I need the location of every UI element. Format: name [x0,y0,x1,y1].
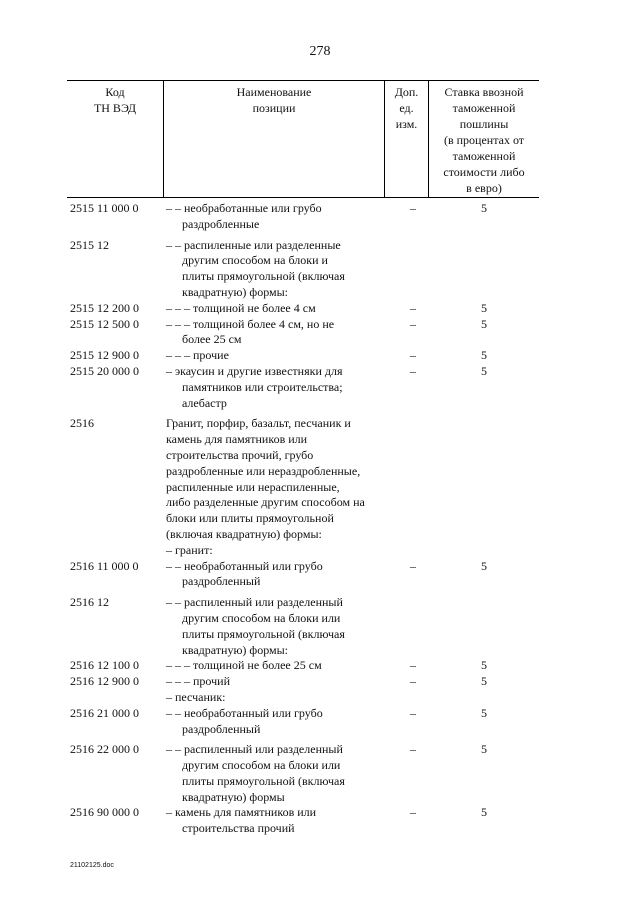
table-row [70,674,540,706]
table-row [70,706,540,738]
header-rate [429,84,539,196]
row-code: 2516 21 000 0 [70,705,139,720]
header-line: пошлины [459,117,509,131]
description-line: – песчаник: [166,689,226,704]
description-line: плиты прямоугольной (включая [182,269,345,284]
description-line: раздробленные или нераздробленные, [166,463,361,478]
row-description [166,595,388,658]
row-rate: 5 [481,316,487,331]
description-line: (включая квадратную) формы: [166,526,322,541]
header-line: таможенной [452,101,516,115]
header-name [164,84,384,116]
row-description [166,805,388,837]
description-line: другим способом на блоки и [182,253,328,268]
row-rate: 5 [481,805,487,820]
description-line: либо разделенные другим способом на [166,495,365,510]
table-row [70,201,540,233]
row-description [166,658,388,674]
tariff-table-body [70,201,540,837]
row-code: 2515 12 [70,237,109,252]
row-unit [388,595,438,658]
header-code [67,84,163,116]
header-line: стоимости либо [443,165,525,179]
row-code: 2515 11 000 0 [70,201,139,215]
description-line: – – – толщиной не более 25 см [166,658,322,673]
row-unit: – [410,558,416,573]
table-row [70,238,540,301]
description-line: – – распиленный или разделенный [166,742,343,757]
description-line: – – – толщиной более 4 см, но не [166,316,335,331]
description-line: алебастр [182,395,227,410]
row-code: 2516 [70,416,94,431]
row-description [166,238,388,301]
row-code: 2515 12 900 0 [70,348,139,363]
row-code: 2516 12 900 0 [70,674,139,689]
document-filename: 21102125.doc [70,862,114,869]
row-code: 2516 90 000 0 [70,805,139,820]
header-line: (в процентах от [443,133,525,147]
table-row [70,559,540,591]
description-line: плиты прямоугольной (включая [182,626,345,641]
row-unit [388,416,438,558]
description-line: плиты прямоугольной (включая [182,773,345,788]
table-row [70,364,540,411]
row-description [166,364,388,411]
page-number: 278 [309,44,331,59]
row-code: 2515 20 000 0 [70,363,139,378]
description-line: квадратную) формы: [182,642,288,657]
header-line: изм. [395,117,418,131]
description-line: памятников или строительства; [182,379,343,394]
row-code: 2516 11 000 0 [70,558,139,573]
row-unit: – [410,348,416,363]
description-line: другим способом на блоки или [182,758,341,773]
table-row [70,595,540,658]
row-rate: 5 [481,705,487,720]
description-line: – – – прочий [166,674,230,689]
description-line: распиленные или нераспиленные, [166,479,340,494]
row-rate: 5 [481,674,487,689]
description-line: камень для памятников или [166,432,308,447]
table-row [70,301,540,317]
description-line: строительства прочий, грубо [166,447,314,462]
row-description [166,706,388,738]
row-description [166,559,388,591]
description-line: раздробленный [182,721,261,736]
header-line: позиции [252,101,296,115]
header-line: таможенной [452,149,516,163]
table-row [70,742,540,805]
row-unit [388,238,438,301]
description-line: квадратную) формы [182,789,285,804]
table-row [70,348,540,364]
table-top-rule [67,80,539,81]
row-rate: 5 [481,742,487,757]
row-rate: 5 [481,658,487,673]
row-unit: – [410,300,416,315]
row-unit: – [410,658,416,673]
row-unit: – [410,674,416,689]
row-description [166,674,388,706]
description-line: блоки или плиты прямоугольной [166,511,334,526]
row-rate: 5 [481,201,487,215]
row-unit: – [410,742,416,757]
description-line: – – – толщиной не более 4 см [166,300,316,315]
row-rate [438,595,530,658]
description-line: – – необработанные или грубо [166,201,322,215]
row-rate: 5 [481,558,487,573]
row-description [166,742,388,805]
description-line: другим способом на блоки или [182,610,341,625]
header-line: Ставка ввозной [444,85,524,99]
description-line: – – необработанный или грубо [166,705,323,720]
row-rate: 5 [481,300,487,315]
row-code: 2516 12 [70,595,109,610]
row-unit: – [410,705,416,720]
row-unit: – [410,316,416,331]
row-rate [438,238,530,301]
description-line: – гранит: [166,542,213,557]
row-description [166,348,388,364]
header-line: Код [105,85,125,99]
table-header-rule [67,197,539,198]
description-line: – – необработанный или грубо [166,558,323,573]
row-code: 2516 12 100 0 [70,658,139,673]
header-unit [385,84,428,132]
description-line: более 25 см [182,332,242,347]
description-line: квадратную) формы: [182,284,288,299]
header-line: Наименование [236,85,312,99]
row-unit: – [410,805,416,820]
row-unit: – [410,201,416,215]
row-unit: – [410,363,416,378]
row-code: 2516 22 000 0 [70,742,139,757]
row-rate [438,416,530,558]
header-line: ед. [399,101,414,115]
row-rate: 5 [481,348,487,363]
description-line: – экаусин и другие известняки для [166,363,343,378]
row-description [166,301,388,317]
header-line: ТН ВЭД [93,101,137,115]
description-line: – – распиленный или разделенный [166,595,343,610]
row-description [166,317,388,349]
table-row [70,658,540,674]
description-line: – – распиленные или разделенные [166,237,341,252]
table-row [70,317,540,349]
description-line: раздробленные [182,216,260,231]
description-line: – – – прочие [166,348,229,363]
row-rate: 5 [481,363,487,378]
description-line: Гранит, порфир, базальт, песчаник и [166,416,351,431]
row-code: 2515 12 200 0 [70,300,139,315]
header-line: Доп. [394,85,419,99]
row-description [166,201,388,233]
description-line: раздробленный [182,574,261,589]
description-line: – камень для памятников или [166,805,317,820]
table-row [70,805,540,837]
description-line: строительства прочий [182,821,295,836]
header-line: в евро) [466,181,502,195]
row-code: 2515 12 500 0 [70,316,139,331]
row-description [166,416,388,558]
table-row [70,416,540,558]
